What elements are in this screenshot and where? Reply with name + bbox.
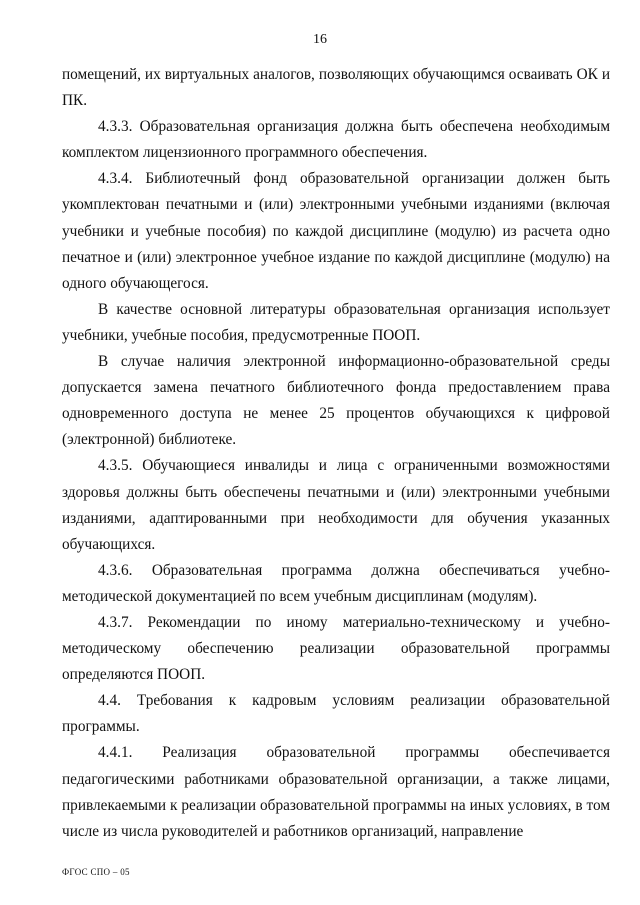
paragraph-4-4: 4.4. Требования к кадровым условиям реализации образовательной программы. <box>62 692 610 736</box>
footer-code: ФГОС СПО – 05 <box>62 867 130 877</box>
paragraph-4-3-3: 4.3.3. Образовательная организация должна быть обеспечена необходимым комплектом лицензионного программного обеспечения. <box>62 118 610 162</box>
paragraph-4-4-1: 4.4.1. Реализация образовательной программы обеспечивается педагогическими работниками образовательной организации, а также лицами, привлекаемыми к реализации образовательной программы на иных условиях, в том числе из числа руководителей и работников организаций, направление <box>62 744 610 840</box>
paragraph-4-3-4: 4.3.4. Библиотечный фонд образовательной организации должен быть укомплектован печатными и (или) электронными учебными изданиями (включая учебники и учебные пособия) по каждой дисциплине (модулю) из расчета одно печатное и (или) электронное учебное издание по каждой дисциплине (модулю) на одного обучающегося. <box>62 170 610 292</box>
paragraph-main-literature: В качестве основной литературы образовательная организация использует учебники, учебные пособия, предусмотренные ПООП. <box>62 300 610 344</box>
page-number: 16 <box>313 32 327 47</box>
paragraph-4-3-7: 4.3.7. Рекомендации по иному материально-техническому и учебно-методическому обеспечению реализации образовательной программы определяются ПООП. <box>62 613 610 684</box>
paragraph-continuation: помещений, их виртуальных аналогов, позволяющих обучающимся осваивать ОК и ПК. <box>62 66 610 110</box>
paragraph-electronic-library: В случае наличия электронной информационно-образовательной среды допускается замена печатного библиотечного фонда предоставлением права одновременного доступа не менее 25 процентов обучающихся к цифровой (электронной) библиотеке. <box>62 353 610 449</box>
paragraph-4-3-6: 4.3.6. Образовательная программа должна обеспечиваться учебно-методической документацией по всем учебным дисциплинам (модулям). <box>62 561 610 605</box>
document-body <box>62 62 610 845</box>
paragraph-4-3-5: 4.3.5. Обучающиеся инвалиды и лица с ограниченными возможностями здоровья должны быть обеспечены печатными и (или) электронными учебными изданиями, адаптированными при необходимости для обучения указанных обучающихся. <box>62 457 610 553</box>
